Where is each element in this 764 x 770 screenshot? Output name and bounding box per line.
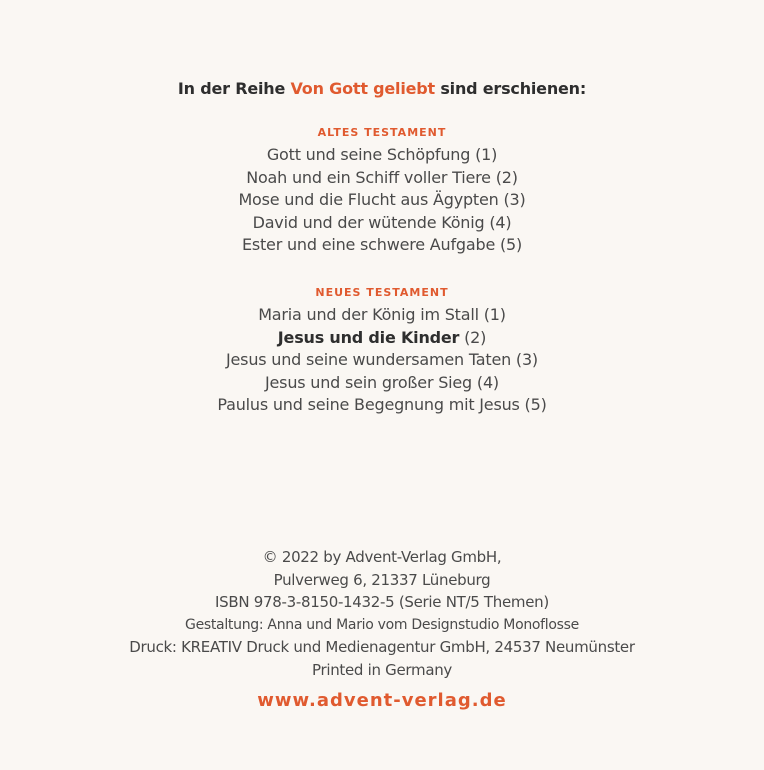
list-item: Jesus und seine wundersamen Taten (3) [226,350,538,369]
list-item: Maria und der König im Stall (1) [258,305,506,324]
current-title: Jesus und die Kinder [277,327,460,347]
old-testament-list [0,144,764,257]
current-number: (2) [459,327,487,347]
list-item: Gott und seine Schöpfung (1) [266,145,498,164]
list-item: Jesus und sein großer Sieg (4) [265,372,499,392]
heading-prefix: In der Reihe [177,79,291,98]
copyright-line: © 2022 by Advent-Verlag GmbH, [262,548,502,566]
printed-in-line: Printed in Germany [311,660,452,679]
heading-suffix: sind erschienen: [434,79,587,98]
old-testament-title: ALTES TESTAMENT [317,126,447,139]
list-item-current [0,327,764,350]
website-link[interactable]: www.advent-verlag.de [257,690,507,711]
series-name: Von Gott geliebt [290,79,435,98]
new-testament-list [0,304,764,417]
new-testament-title: NEUES TESTAMENT [315,286,449,299]
list-item: Ester und eine schwere Aufgabe (5) [241,235,523,254]
list-item: Mose und die Flucht aus Ägypten (3) [238,190,526,209]
series-heading [0,79,764,98]
isbn-line: ISBN 978-3-8150-1432-5 (Serie NT/5 Themen) [215,593,549,611]
address-line: Pulverweg 6, 21337 Lüneburg [273,570,491,589]
list-item: David und der wütende König (4) [252,212,512,232]
imprint-block [0,546,764,681]
design-credit-line: Gestaltung: Anna und Mario vom Designstudio Monoflosse [185,616,579,633]
list-item: Noah und ein Schiff voller Tiere (2) [246,167,518,187]
list-item: Paulus und seine Begegnung mit Jesus (5) [217,395,547,414]
print-credit-line: Druck: KREATIV Druck und Medienagentur GmbH, 24537 Neumünster [129,638,635,656]
